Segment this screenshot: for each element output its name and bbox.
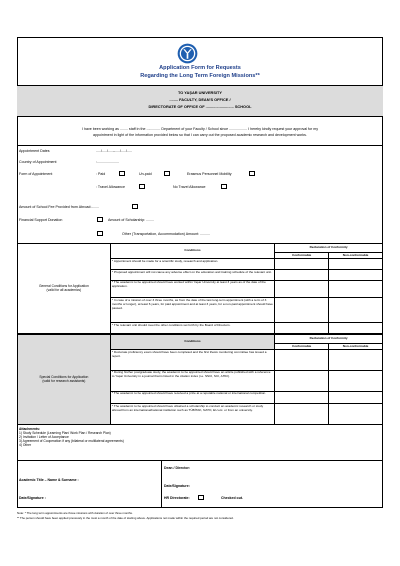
table-row: * The academic to be appointed should have received a prize at a reputable national or international competition. <box>110 391 275 404</box>
table-row: * Appointment should be made for a scientific study, research and application. <box>110 259 274 270</box>
signature-divider <box>161 460 162 508</box>
table-row: * During his/her postgraduate study, the academic to be appointed should have an article published with a reference to Yaşar University in a journal that is listed in the citation index (i.e. SSCI, SCI, AHCI). <box>110 370 275 391</box>
form-title: Application Form for Requests <box>159 65 241 71</box>
other-amount-label: Other (Transportation, Accommodation) Amount: .......... <box>122 232 211 236</box>
non-conformable-cell[interactable] <box>329 269 383 280</box>
directorate-line: DIRECTORATE OF OFFICE OF .......................... SCHOOL <box>148 104 252 109</box>
scholarship-label: Amount of Scholarship: ........ <box>108 218 155 222</box>
dean-date-signature-label: Date/Signature: <box>164 484 190 488</box>
divider <box>17 460 383 461</box>
hr-directorate-label: HR Directorate: <box>164 496 190 500</box>
form-of-appointment-label: Form of Appointment <box>19 172 53 176</box>
appointment-dates-label: Appointment Dates <box>19 149 50 153</box>
table-row: * The academic to be appointed should have worked within Yaşar University at least 3 years as of the date of the application. <box>110 280 274 298</box>
travel-allowance-checkbox[interactable] <box>139 184 145 189</box>
conformable-cell[interactable] <box>275 404 329 425</box>
erasmus-label: Erasmus Personnel Mobility <box>187 172 232 176</box>
conformable-header: Conformable <box>275 253 329 259</box>
conformable-cell[interactable] <box>275 370 329 391</box>
non-conformable-header: Non-conformable <box>329 253 383 259</box>
unpaid-label: Un-paid <box>139 172 152 176</box>
general-conditions-heading: General Conditions for Application (valid for all academics) <box>18 244 111 334</box>
list-item: 3) Agreement of Cooperation if any (bilateral or multilateral agreements) <box>19 439 124 443</box>
request-line-2: appointment in light of the information provided below so that I can carry out the proposed academic research and development works. <box>93 133 307 137</box>
non-conformable-cell[interactable] <box>329 259 383 270</box>
conformable-cell[interactable] <box>275 323 329 334</box>
paid-checkbox[interactable] <box>119 171 125 176</box>
school-fee-label: Amount of School Fee Provided from Abroad:........ <box>19 205 100 209</box>
declaration-header: Declaration of Conformity <box>275 244 383 253</box>
country-label: Country of Appointment <box>19 160 57 164</box>
list-item: 1) Study Schedule (Learning Plan/ Work Plan / Research Plan) <box>19 431 111 435</box>
conformable-cell[interactable] <box>275 269 329 280</box>
non-conformable-cell[interactable] <box>329 391 383 404</box>
travel-allowance-label: : Travel Allowance <box>96 185 125 189</box>
table-row: * In case of a mission of over 3 three months, as from the date of the last long-term appointment (with a term of 3 months or longer), at least 6 years, for paid appointment and at least 3 years, for a non-paid appointment should have passed. <box>110 298 274 323</box>
conditions-header: Conditions <box>110 335 275 350</box>
conformable-header: Conformable <box>275 344 329 350</box>
divider <box>17 145 383 146</box>
general-conditions-table <box>17 243 383 334</box>
no-travel-allowance-checkbox[interactable] <box>221 184 227 189</box>
checked-out-checkbox[interactable] <box>198 495 204 500</box>
no-travel-allowance-label: No Travel Allowance <box>173 185 206 189</box>
university-name: TO YAŞAR UNIVERSITY <box>177 90 223 95</box>
non-conformable-header: Non-conformable <box>329 344 383 350</box>
dean-label: Dean / Director: <box>164 466 191 470</box>
non-conformable-cell[interactable] <box>329 298 383 323</box>
table-row: * The academic to be appointed should have obtained a scholarship to conduct an academic research or study abroad from an international/national institution such as TÜBİTAK, NATO, EU etc. or from an university. <box>110 404 275 425</box>
request-paragraph <box>40 126 360 138</box>
request-line-1: I have been working as ........ staff in the .............. Department of your Faculty / School since .................. I hereby kindly request your approval for my <box>81 127 319 131</box>
country-field[interactable]: :...................... <box>96 160 119 164</box>
conformable-cell[interactable] <box>275 391 329 404</box>
list-item: 4) Other <box>19 443 32 447</box>
table-row: * Proposed appointment will not cause any adverse effect on the education and training schedule of the relevant unit. <box>110 269 274 280</box>
other-checkbox[interactable] <box>97 231 103 236</box>
list-item: 2) Invitation / Letter of Acceptance <box>19 435 69 439</box>
appointment-dates-field[interactable]: ...../...../.....–...../...../..... <box>96 149 132 153</box>
non-conformable-cell[interactable] <box>329 350 383 371</box>
financial-support-label: Financial Support Donation <box>19 218 63 222</box>
special-conditions-heading: Special Conditions for Application (valid for research assistants) <box>18 335 111 425</box>
note-2: ** The person should have been applied previously in the most a month of the date of starting above. Applications not made within the required period are not considered. <box>17 516 234 520</box>
conformable-cell[interactable] <box>275 280 329 298</box>
special-conditions-table <box>17 334 383 425</box>
unpaid-checkbox[interactable] <box>164 171 170 176</box>
scholarship-checkbox[interactable] <box>97 217 103 222</box>
conditions-header: Conditions <box>110 244 274 259</box>
table-row: * Doctorate proficiency exam should have been completed and the first thesis monitoring committee has issued a report. <box>110 350 275 371</box>
paid-label: : Paid <box>96 172 106 176</box>
title-name-label: Academic Title – Name & Surname : <box>19 478 79 482</box>
table-row: * The relevant unit should meet the other conditions set forth by the Board of Directors. <box>110 323 274 334</box>
faculty-line: ........ FACULTY, DEAN'S OFFICE / <box>169 97 231 102</box>
erasmus-checkbox[interactable] <box>249 171 255 176</box>
attachments-title: Attachments: <box>19 427 41 431</box>
attachments-list <box>19 427 124 447</box>
non-conformable-cell[interactable] <box>329 323 383 334</box>
note-1: Note: * The long term appointments are those missions with duration of over three months. <box>17 511 133 515</box>
applicant-date-signature-label: Date/Signature : <box>19 496 46 500</box>
conformable-cell[interactable] <box>275 350 329 371</box>
non-conformable-cell[interactable] <box>329 370 383 391</box>
checked-out-label: Checked out. <box>221 496 243 500</box>
school-fee-checkbox[interactable] <box>132 204 138 209</box>
conformable-cell[interactable] <box>275 259 329 270</box>
form-subtitle: Regarding the Long Term Foreign Missions** <box>140 73 260 79</box>
conformable-cell[interactable] <box>275 298 329 323</box>
non-conformable-cell[interactable] <box>329 280 383 298</box>
university-logo-icon <box>177 43 198 64</box>
non-conformable-cell[interactable] <box>329 404 383 425</box>
declaration-header: Declaration of Conformity <box>275 335 383 344</box>
